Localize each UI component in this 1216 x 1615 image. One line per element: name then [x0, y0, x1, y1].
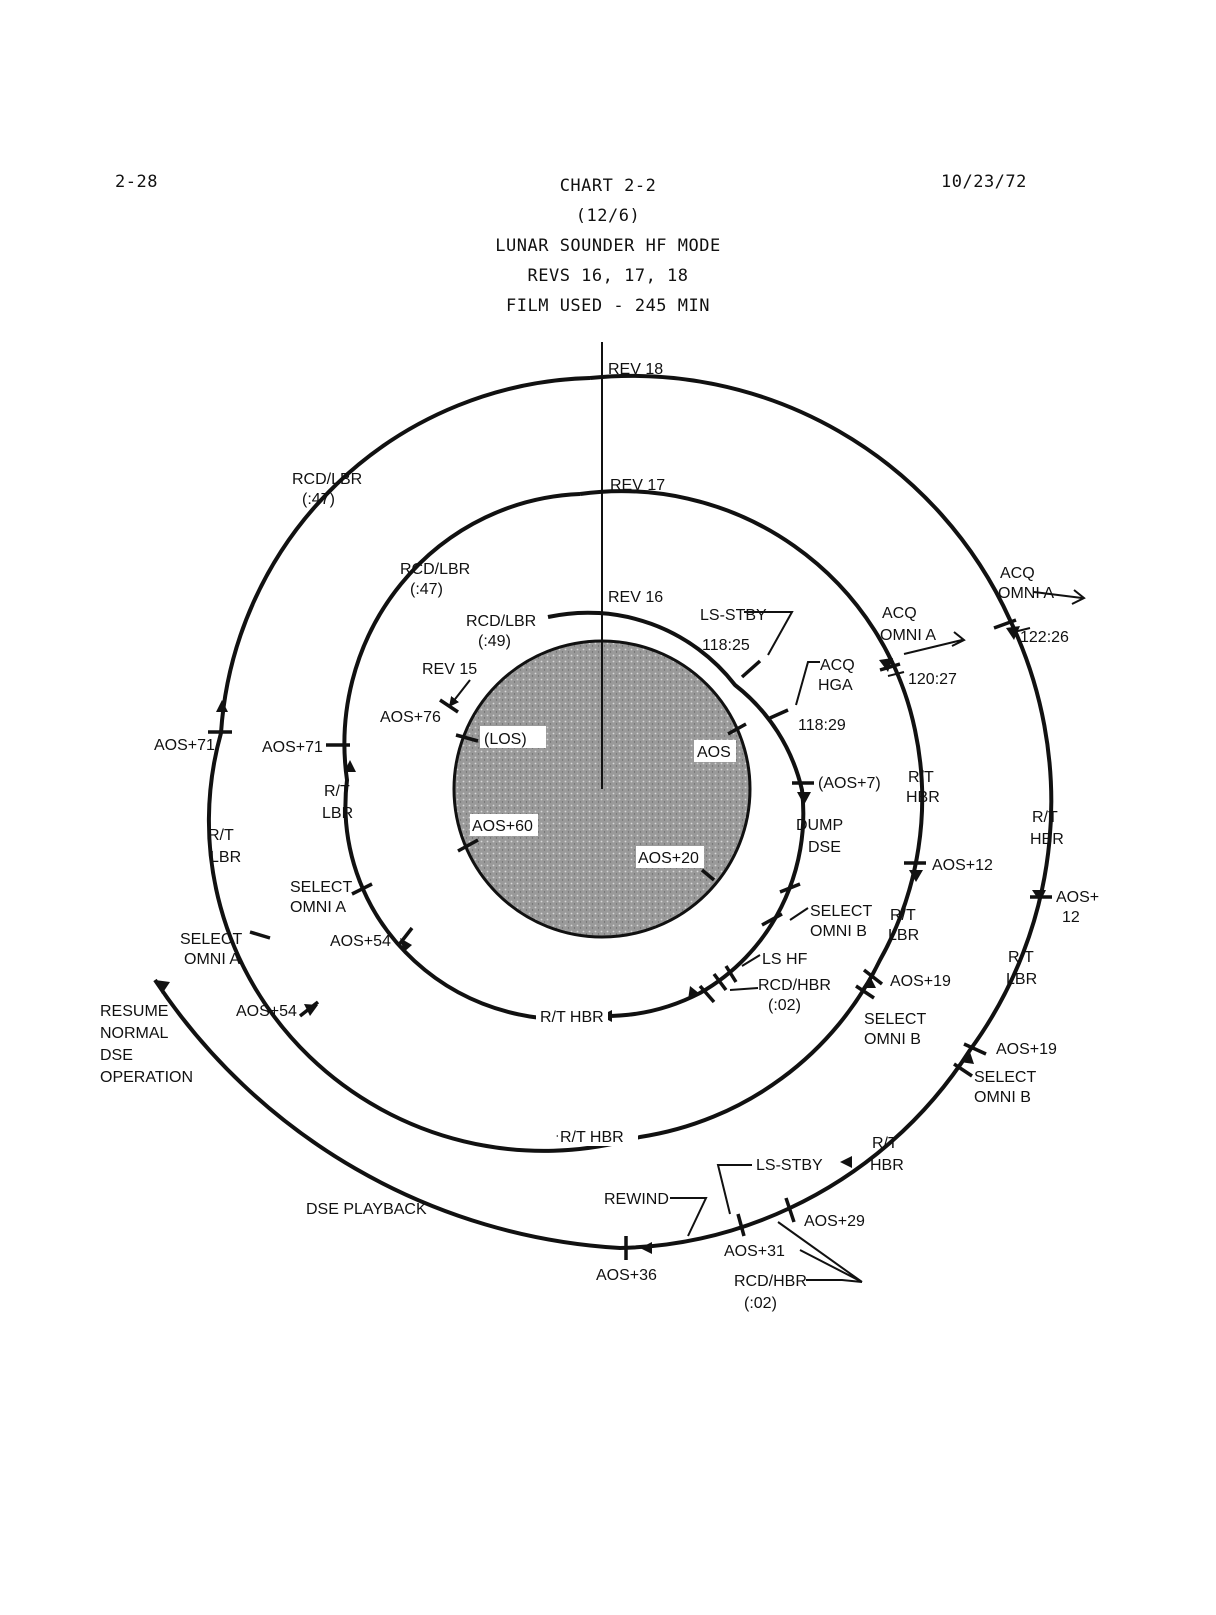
label-dump-dse: DUMP: [796, 817, 844, 834]
label-resume-2: NORMAL: [100, 1025, 169, 1042]
label-select-omni-a-outer: SELECT: [180, 931, 243, 948]
label-aos-12-18: AOS+: [1056, 889, 1100, 906]
rev17-label: REV 17: [610, 477, 666, 494]
label-rt-lbr-outer: R/T: [208, 827, 234, 844]
label-aos: AOS: [697, 744, 731, 761]
label-ls-stby-top: LS-STBY: [700, 607, 767, 624]
label-rt-hbr-18c: R/T: [872, 1135, 898, 1152]
label-rcd-lbr-outer: RCD/LBR: [292, 471, 363, 488]
label-select-omni-a-mid: SELECT: [290, 879, 353, 896]
label-select-omni-b-18: SELECT: [974, 1069, 1037, 1086]
label-dse-playback: DSE PLAYBACK: [306, 1201, 427, 1218]
label-aos-12-18-2: 12: [1062, 909, 1080, 926]
label-rt-hbr-17: R/T: [908, 769, 934, 786]
label-aos-54-mid: AOS+54: [330, 933, 391, 950]
rev15-label: REV 15: [422, 661, 478, 678]
label-dump-dse-2: DSE: [808, 839, 841, 856]
chart-film-used: FILM USED - 245 MIN: [506, 296, 710, 316]
label-rt-lbr-17-2: LBR: [888, 927, 920, 944]
label-acq-omni-a-18: ACQ: [1000, 565, 1035, 582]
label-resume-4: OPERATION: [100, 1069, 194, 1086]
chart-mode: LUNAR SOUNDER HF MODE: [495, 236, 721, 256]
document-date: 10/23/72: [941, 172, 1027, 192]
label-select-omni-a-outer-2: OMNI A: [184, 951, 241, 968]
label-rt-hbr-18d: HBR: [870, 1157, 904, 1174]
label-aos-20: AOS+20: [638, 850, 699, 867]
label-time-122-26: 122:26: [1020, 629, 1069, 646]
label-acq-hga: ACQ: [820, 657, 855, 674]
label-resume-3: DSE: [100, 1047, 133, 1064]
chart-title: CHART 2-2: [559, 176, 657, 196]
label-select-omni-a-mid-2: OMNI A: [290, 899, 347, 916]
label-rt-lbr-mid: R/T: [324, 783, 350, 800]
label-aos-54-outer: AOS+54: [236, 1003, 297, 1020]
label-rt-hbr-16: R/T HBR: [540, 1009, 604, 1026]
label-rcd-hbr-b-time: (:02): [744, 1295, 777, 1312]
label-aos-31: AOS+31: [724, 1243, 785, 1260]
rev16-label: REV 16: [608, 589, 664, 606]
page-number: 2-28: [115, 172, 158, 192]
label-rt-hbr-bottom: R/T HBR: [560, 1129, 624, 1146]
label-rcd-hbr-a: RCD/HBR: [758, 977, 831, 994]
label-rt-hbr-18-2: HBR: [1030, 831, 1064, 848]
label-aos-29: AOS+29: [804, 1213, 865, 1230]
label-aos-36: AOS+36: [596, 1267, 657, 1284]
label-rcd-lbr-inner-time: (:49): [478, 633, 511, 650]
chart-revs: REVS 16, 17, 18: [527, 266, 689, 286]
label-rt-hbr-17-2: HBR: [906, 789, 940, 806]
label-rt-hbr-18: R/T: [1032, 809, 1058, 826]
label-rewind: REWIND: [604, 1191, 669, 1208]
chart-subtitle: (12/6): [575, 206, 641, 226]
label-aos-71-mid: AOS+71: [262, 739, 323, 756]
label-aos-76: AOS+76: [380, 709, 441, 726]
label-acq-omni-a-17-2: OMNI A: [880, 627, 937, 644]
rev15-arrow: [452, 680, 470, 703]
label-acq-hga-2: HGA: [818, 677, 853, 694]
leader-lines: [670, 590, 1084, 1282]
label-aos-60: AOS+60: [472, 818, 533, 835]
label-aos-7: (AOS+7): [818, 775, 881, 792]
label-time-118-29: 118:29: [798, 717, 846, 734]
label-rcd-lbr-outer-time: (:47): [302, 491, 335, 508]
label-select-omni-b-18-2: OMNI B: [974, 1089, 1031, 1106]
label-aos-71-outer: AOS+71: [154, 737, 215, 754]
label-rcd-lbr-mid: RCD/LBR: [400, 561, 471, 578]
label-resume-1: RESUME: [100, 1003, 169, 1020]
label-aos-12-17: AOS+12: [932, 857, 993, 874]
label-ls-stby-bottom: LS-STBY: [756, 1157, 823, 1174]
label-acq-omni-a-17: ACQ: [882, 605, 917, 622]
label-rcd-lbr-mid-time: (:47): [410, 581, 443, 598]
label-rcd-hbr-a-time: (:02): [768, 997, 801, 1014]
label-ls-hf: LS HF: [762, 951, 808, 968]
label-acq-omni-a-18-2: OMNI A: [998, 585, 1055, 602]
label-aos-19-18: AOS+19: [996, 1041, 1057, 1058]
label-rt-lbr-17: R/T: [890, 907, 916, 924]
label-select-omni-b-16: SELECT: [810, 903, 873, 920]
label-select-omni-b-17: SELECT: [864, 1011, 927, 1028]
label-rcd-lbr-inner: RCD/LBR: [466, 613, 537, 630]
label-time-118-25: 118:25: [702, 637, 750, 654]
label-rt-lbr-mid-2: LBR: [322, 805, 354, 822]
label-select-omni-b-16-2: OMNI B: [810, 923, 867, 940]
label-select-omni-b-17-2: OMNI B: [864, 1031, 921, 1048]
label-rt-lbr-18-2: LBR: [1006, 971, 1038, 988]
label-rt-lbr-outer-2: LBR: [210, 849, 242, 866]
label-time-120-27: 120:27: [908, 671, 957, 688]
label-los: (LOS): [484, 731, 527, 748]
rev18-label: REV 18: [608, 361, 664, 378]
label-rt-lbr-18: R/T: [1008, 949, 1034, 966]
label-aos-19-17: AOS+19: [890, 973, 951, 990]
label-rcd-hbr-b: RCD/HBR: [734, 1273, 807, 1290]
